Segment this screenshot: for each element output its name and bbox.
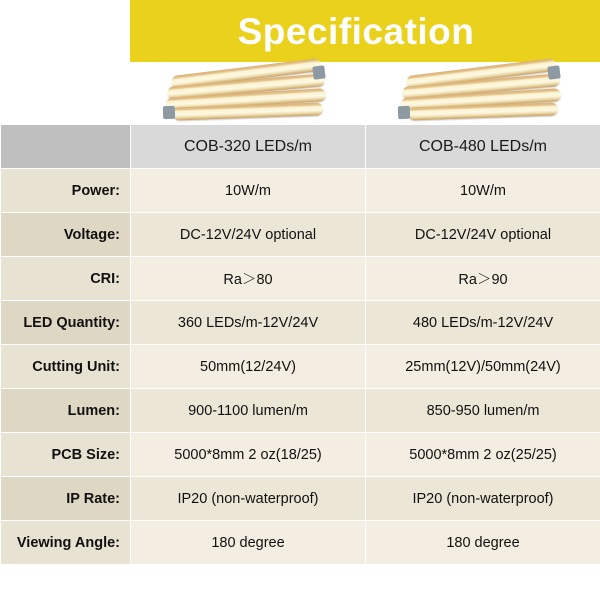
product-image-row: [0, 62, 600, 124]
row-label-voltage: Voltage:: [1, 213, 131, 257]
table-row: [1, 213, 600, 257]
table-row: [1, 433, 600, 477]
led-strip-coil-icon: [398, 65, 568, 121]
cell-pcb-size-cob480: 5000*8mm 2 oz(25/25): [366, 433, 600, 477]
cell-cri-cob480: Ra＞90: [366, 257, 600, 301]
cell-viewing-angle-cob320: 180 degree: [131, 521, 366, 565]
row-label-lumen: Lumen:: [1, 389, 131, 433]
row-label-viewing-angle: Viewing Angle:: [1, 521, 131, 565]
row-label-power: Power:: [1, 169, 131, 213]
cell-lumen-cob320: 900-1100 lumen/m: [131, 389, 366, 433]
row-label-cutting-unit: Cutting Unit:: [1, 345, 131, 389]
cell-led-quantity-cob480: 480 LEDs/m-12V/24V: [366, 301, 600, 345]
cell-cri-cob320: Ra＞80: [131, 257, 366, 301]
image-row-label-spacer: [0, 62, 130, 124]
cell-power-cob480: 10W/m: [366, 169, 600, 213]
table-row: [1, 257, 600, 301]
cell-cutting-unit-cob320: 50mm(12/24V): [131, 345, 366, 389]
strip-endcap-icon: [162, 106, 174, 119]
table-row: [1, 301, 600, 345]
table-row: [1, 169, 600, 213]
table-header-row: [1, 125, 600, 169]
header-left-spacer: [0, 0, 130, 62]
row-label-pcb-size: PCB Size:: [1, 433, 131, 477]
product-image-cob-480: [365, 62, 600, 124]
row-label-ip-rate: IP Rate:: [1, 477, 131, 521]
column-header-cob-320: COB-320 LEDs/m: [131, 125, 366, 169]
strip-endcap-icon: [312, 65, 325, 79]
product-image-cob-320: [130, 62, 365, 124]
column-header-blank: [1, 125, 131, 169]
specification-table: [0, 124, 600, 565]
strip-endcap-icon: [547, 65, 560, 79]
cell-voltage-cob480: DC-12V/24V optional: [366, 213, 600, 257]
row-label-cri: CRI:: [1, 257, 131, 301]
column-header-cob-480: COB-480 LEDs/m: [366, 125, 600, 169]
header-banner-yellow: [130, 0, 600, 62]
table-row: [1, 345, 600, 389]
cell-cutting-unit-cob480: 25mm(12V)/50mm(24V): [366, 345, 600, 389]
cell-pcb-size-cob320: 5000*8mm 2 oz(18/25): [131, 433, 366, 477]
table-row: [1, 477, 600, 521]
table-row: [1, 389, 600, 433]
cell-ip-rate-cob320: IP20 (non-waterproof): [131, 477, 366, 521]
strip-endcap-icon: [397, 106, 409, 119]
header-banner: [0, 0, 600, 62]
cell-ip-rate-cob480: IP20 (non-waterproof): [366, 477, 600, 521]
cell-led-quantity-cob320: 360 LEDs/m-12V/24V: [131, 301, 366, 345]
cell-lumen-cob480: 850-950 lumen/m: [366, 389, 600, 433]
cell-viewing-angle-cob480: 180 degree: [366, 521, 600, 565]
led-strip-coil-icon: [163, 65, 333, 121]
page-title: Specification: [237, 10, 475, 52]
cell-voltage-cob320: DC-12V/24V optional: [131, 213, 366, 257]
table-row: [1, 521, 600, 565]
row-label-led-quantity: LED Quantity:: [1, 301, 131, 345]
cell-power-cob320: 10W/m: [131, 169, 366, 213]
